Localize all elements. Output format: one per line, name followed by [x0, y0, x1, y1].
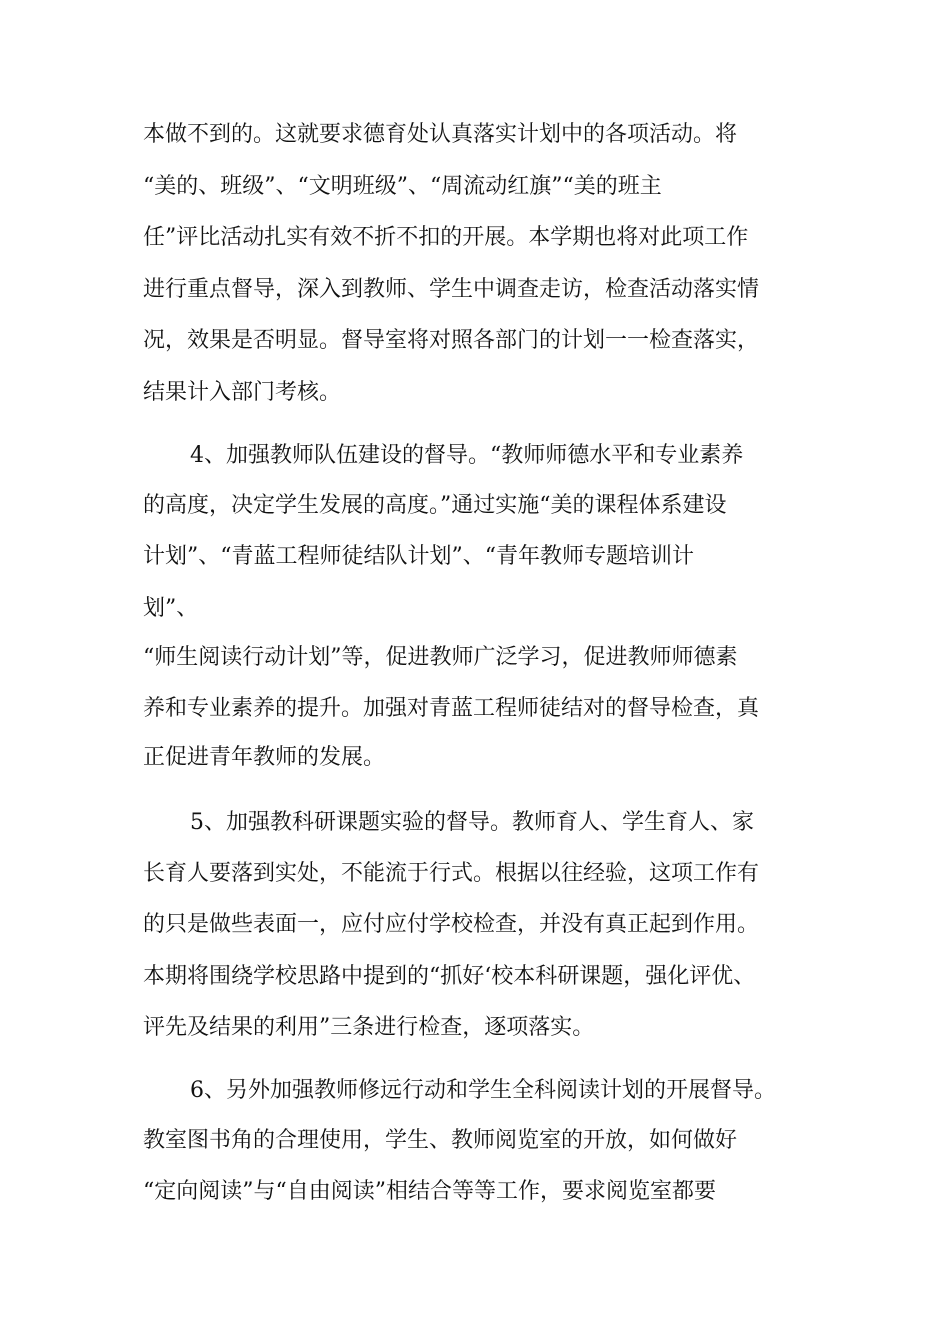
text-line: 长育人要落到实处，不能流于行式。根据以往经验，这项工作有	[143, 861, 760, 886]
text-line: 教室图书角的合理使用，学生、教师阅览室的开放，如何做好	[143, 1128, 738, 1153]
text-line: 结果计入部门考核。	[143, 380, 342, 405]
text-line: 计划”、“青蓝工程师徒结队计划”、“青年教师专题培训计	[143, 544, 694, 569]
text-line: 任”评比活动扎实有效不折不扣的开展。本学期也将对此项工作	[143, 225, 749, 250]
text-line: “美的、班级”、“文明班级”、“周流动红旗”“美的班主	[143, 174, 662, 199]
text-line: 的只是做些表面一，应付应付学校检查，并没有真正起到作用。	[143, 912, 760, 937]
text-line: 养和专业素养的提升。加强对青蓝工程师徒结对的督导检查，真	[143, 696, 760, 721]
text-line: 进行重点督导，深入到教师、学生中调查走访，检查活动落实情	[143, 277, 760, 302]
text-line: 况，效果是否明显。督导室将对照各部门的计划一一检查落实，	[143, 328, 760, 353]
text-line: 划”、	[143, 596, 199, 621]
paragraph-4-first-line: 4、加强教师队伍建设的督导。“教师师德水平和专业素养	[190, 443, 744, 468]
text-line: 本做不到的。这就要求德育处认真落实计划中的各项活动。将	[143, 122, 738, 147]
text-line: 正促进青年教师的发展。	[143, 745, 386, 770]
paragraph-6-first-line: 6、另外加强教师修远行动和学生全科阅读计划的开展督导。	[190, 1078, 776, 1103]
text-line: “定向阅读”与“自由阅读”相结合等等工作，要求阅览室都要	[143, 1179, 716, 1204]
paragraph-5-first-line: 5、加强教科研课题实验的督导。教师育人、学生育人、家	[190, 810, 754, 835]
text-line: 的高度，决定学生发展的高度。”通过实施“美的课程体系建设	[143, 493, 727, 518]
text-line: 本期将围绕学校思路中提到的“抓好‘校本科研课题，强化评优、	[143, 964, 756, 989]
text-line: 评先及结果的利用”三条进行检查，逐项落实。	[143, 1015, 595, 1040]
text-line: “师生阅读行动计划”等，促进教师广泛学习，促进教师师德素	[143, 645, 738, 670]
